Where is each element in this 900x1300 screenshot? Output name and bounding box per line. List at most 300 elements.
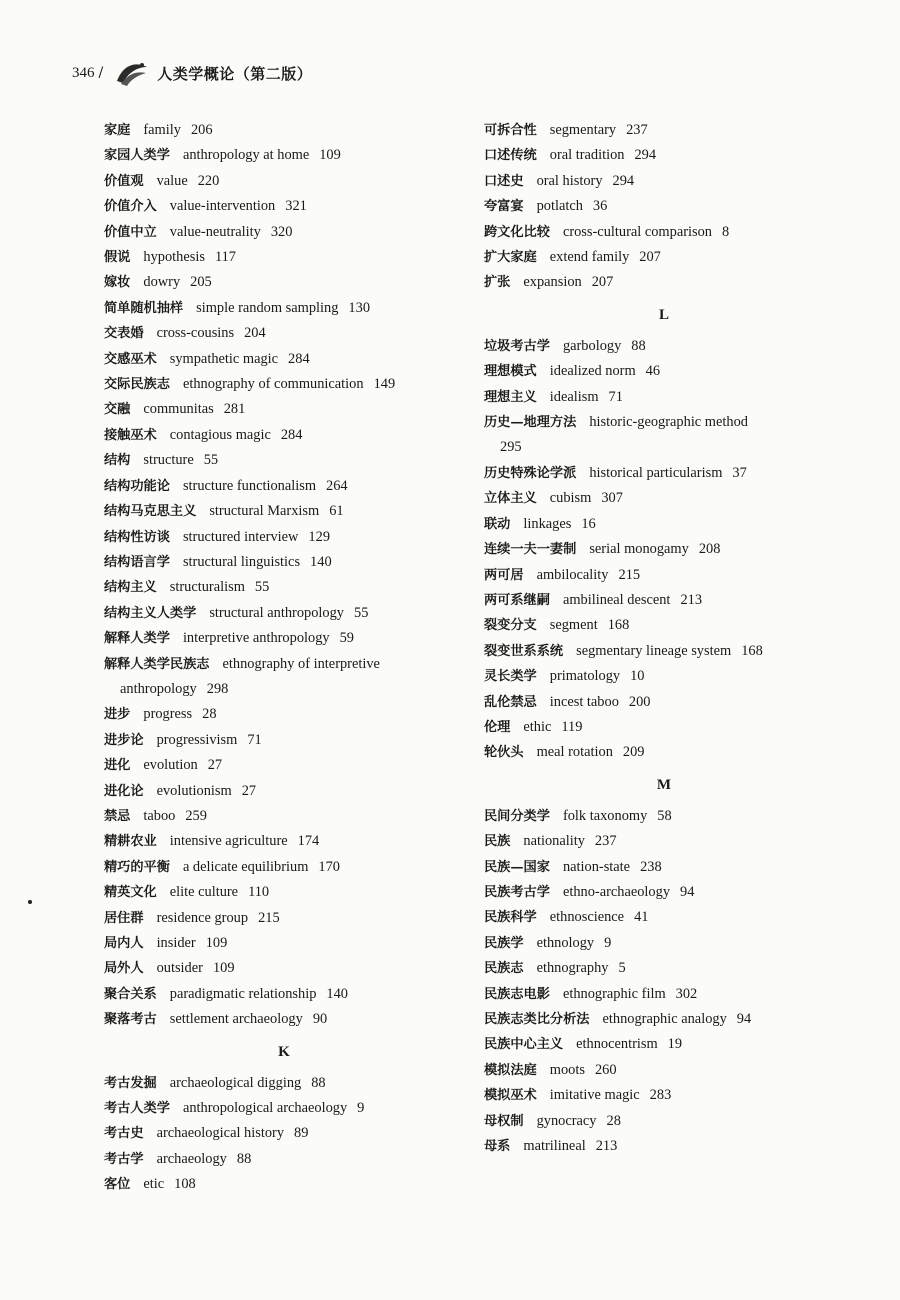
entry-english-term: primatology [549, 668, 621, 685]
index-entry [484, 143, 844, 168]
entry-chinese-term: 轮伙头 [484, 745, 524, 761]
index-entry [484, 537, 844, 562]
index-entry [104, 728, 464, 753]
entry-page-number: 129 [308, 528, 331, 545]
entry-english-term: structuralism [169, 579, 245, 596]
entry-english-term: segment [549, 617, 598, 634]
index-entry [484, 334, 844, 359]
index-entry [484, 194, 844, 219]
entry-chinese-term: 历史—地理方法 [484, 415, 577, 431]
entry-chinese-term: 夸富宴 [484, 199, 524, 215]
entry-english-term: folk taxonomy [562, 807, 648, 824]
entry-page-number: 213 [680, 591, 703, 608]
entry-english-term: linkages [523, 515, 572, 532]
index-entry [484, 220, 844, 245]
entry-chinese-term: 伦理 [484, 719, 511, 735]
entry-page-number: 90 [312, 1011, 328, 1028]
index-entry [104, 525, 464, 550]
entry-chinese-term: 民族志电影 [484, 986, 550, 1002]
index-entry [484, 270, 844, 295]
entry-english-term: archaeological digging [169, 1074, 302, 1091]
index-entry [484, 512, 844, 537]
index-entry [484, 1134, 844, 1159]
entry-chinese-term: 民族志 [484, 961, 524, 977]
index-entry [484, 486, 844, 511]
index-entry [484, 639, 844, 664]
entry-english-term: value [156, 172, 188, 189]
index-column-left [104, 118, 464, 1198]
entry-english-term: oral tradition [549, 147, 625, 164]
entry-english-term: extend family [549, 249, 630, 266]
index-entry [104, 855, 464, 880]
entry-page-number: 213 [595, 1138, 618, 1155]
index-entry [104, 499, 464, 524]
entry-chinese-term: 精耕农业 [104, 834, 157, 850]
entry-chinese-term: 口述史 [484, 173, 524, 189]
entry-english-term: sympathetic magic [169, 350, 279, 367]
entry-chinese-term: 家庭 [104, 123, 131, 138]
entry-chinese-term: 价值介入 [104, 199, 157, 215]
entry-page-number: 61 [329, 503, 344, 520]
entry-page-number: 208 [698, 541, 721, 558]
entry-english-term: meal rotation [536, 744, 613, 761]
entry-chinese-term: 两可居 [484, 567, 524, 583]
page-header [72, 58, 312, 88]
index-entry [484, 905, 844, 930]
index-entry [484, 931, 844, 956]
book-title: 人类学概论（第二版） [157, 64, 313, 83]
index-column-right [484, 118, 844, 1159]
entry-page-number: 207 [639, 249, 661, 266]
entry-chinese-term: 结构马克思主义 [104, 504, 197, 520]
entry-page-number: 207 [591, 274, 614, 291]
index-entry [104, 423, 464, 448]
entry-page-number: 284 [280, 426, 303, 443]
entry-chinese-term: 解释人类学民族志 [104, 656, 210, 672]
entry-english-term: imitative magic [549, 1087, 640, 1104]
entry-chinese-term: 客位 [104, 1177, 131, 1193]
entry-english-term: idealism [549, 388, 599, 405]
entry-english-term: archaeology [156, 1150, 227, 1167]
entry-page-number: 27 [241, 782, 257, 799]
entry-page-number: 55 [354, 604, 369, 621]
entry-chinese-term: 价值观 [104, 173, 144, 189]
entry-page-number: 9 [357, 1100, 365, 1117]
entry-page-number: 10 [630, 668, 645, 685]
entry-chinese-term: 模拟法庭 [484, 1062, 537, 1078]
entry-page-number: 149 [373, 376, 396, 393]
publisher-logo-icon [115, 59, 149, 87]
entry-chinese-term: 立体主义 [484, 491, 537, 507]
index-entry [104, 321, 464, 346]
entry-english-term: nationality [523, 833, 585, 850]
entry-chinese-term: 裂变分支 [484, 618, 537, 634]
section-heading-m: M [656, 776, 672, 793]
entry-chinese-term: 母系 [484, 1139, 511, 1155]
entry-english-term: structure [143, 452, 194, 469]
entry-english-term: ethnographic analogy [602, 1011, 727, 1027]
index-entry [104, 474, 464, 499]
entry-chinese-term: 理想主义 [484, 389, 537, 405]
entry-chinese-term: 交际民族志 [104, 377, 170, 393]
entry-page-number: 295 [500, 439, 522, 456]
entry-english-term: interpretive anthropology [182, 630, 330, 647]
entry-page-number: 8 [722, 223, 730, 240]
entry-english-term: ethnography [536, 960, 609, 977]
entry-chinese-term: 进化 [104, 758, 131, 774]
entry-english-term: settlement archaeology [169, 1011, 303, 1028]
index-entry [104, 575, 464, 600]
entry-page-number: 307 [601, 490, 623, 507]
entry-english-term: family [143, 122, 181, 138]
entry-chinese-term: 精英文化 [104, 885, 157, 901]
index-entry [104, 753, 464, 778]
index-entry [484, 1007, 844, 1032]
entry-english-term: a delicate equilibrium [182, 858, 309, 875]
entry-page-number: 94 [736, 1011, 752, 1027]
index-entry [104, 448, 464, 473]
entry-english-term: ethic [523, 718, 552, 735]
entry-english-term: ethnography of communication [182, 376, 364, 393]
entry-page-number: 260 [594, 1061, 617, 1078]
entry-chinese-term: 进步 [104, 707, 131, 723]
index-entry [104, 956, 464, 981]
entry-chinese-term: 结构功能论 [104, 478, 170, 494]
entry-page-number: 281 [223, 401, 246, 418]
entry-english-term: gynocracy [536, 1112, 597, 1129]
entry-page-number: 28 [606, 1112, 621, 1129]
entry-english-term: ethno-archaeology [562, 883, 671, 900]
entry-chinese-term: 口述传统 [484, 148, 537, 164]
entry-chinese-term: 结构主义 [104, 580, 157, 596]
entry-chinese-term: 两可系继嗣 [484, 592, 550, 608]
entry-chinese-term: 母权制 [484, 1113, 524, 1129]
index-entry [104, 169, 464, 194]
entry-chinese-term: 扩大家庭 [484, 250, 537, 266]
entry-chinese-term: 聚合关系 [104, 986, 157, 1002]
entry-english-term: cross-cultural comparison [562, 223, 712, 240]
entry-english-term: ethnoscience [549, 909, 625, 926]
index-entry [104, 397, 464, 422]
section-heading-l: L [658, 306, 669, 323]
index-entry [484, 740, 844, 765]
index-entry [484, 563, 844, 588]
entry-english-term: hypothesis [143, 249, 205, 266]
entry-page-number: 28 [202, 706, 217, 723]
index-entry [104, 779, 464, 804]
entry-chinese-term: 连续一夫一妻制 [484, 542, 577, 558]
entry-page-number: 320 [270, 223, 293, 240]
entry-chinese-term: 乱伦禁忌 [484, 694, 537, 710]
index-entry [104, 652, 464, 703]
entry-page-number: 19 [667, 1036, 683, 1053]
entry-english-term: anthropology at home [182, 147, 310, 164]
entry-chinese-term: 历史特殊论学派 [484, 465, 577, 481]
entry-english-term: historic-geographic method [589, 414, 748, 431]
index-entry [484, 1058, 844, 1083]
index-entry [484, 613, 844, 638]
entry-chinese-term: 居住群 [104, 910, 144, 926]
index-entry [104, 1121, 464, 1146]
entry-chinese-term: 精巧的平衡 [104, 859, 170, 875]
entry-chinese-term: 联动 [484, 516, 511, 532]
entry-page-number: 94 [680, 883, 695, 900]
entry-english-term: potlatch [536, 198, 583, 215]
entry-chinese-term: 考古史 [104, 1126, 144, 1142]
entry-english-term: structural linguistics [182, 553, 301, 570]
entry-page-number: 37 [732, 464, 747, 481]
entry-chinese-term: 结构主义人类学 [104, 605, 197, 621]
index-entry [104, 804, 464, 829]
entry-chinese-term: 民族中心主义 [484, 1037, 564, 1053]
entry-english-term: simple random sampling [196, 299, 339, 316]
entry-english-term: contagious magic [169, 426, 271, 443]
entry-chinese-term: 民族考古学 [484, 884, 550, 900]
entry-chinese-term: 交表婚 [104, 326, 144, 342]
index-entry [104, 372, 464, 397]
index-entry [104, 270, 464, 295]
entry-chinese-term: 假说 [104, 250, 131, 266]
entry-english-term: serial monogamy [589, 541, 689, 558]
index-entry [104, 982, 464, 1007]
entry-chinese-term: 家园人类学 [104, 148, 170, 164]
index-entry [104, 296, 464, 321]
entry-page-number: 88 [631, 337, 646, 354]
entry-chinese-term: 民族学 [484, 935, 524, 951]
entry-page-number: 9 [604, 934, 612, 951]
entry-page-number: 237 [626, 122, 648, 138]
entry-page-number: 71 [608, 388, 623, 405]
entry-english-term: elite culture [169, 884, 239, 901]
entry-english-term: ambilocality [536, 566, 609, 583]
entry-page-number: 298 [206, 680, 229, 697]
index-entry [484, 359, 844, 384]
entry-chinese-term: 模拟巫术 [484, 1088, 537, 1104]
index-entry [484, 664, 844, 689]
scan-speck [28, 900, 32, 904]
entry-english-term: structural Marxism [209, 503, 320, 520]
index-entry [104, 1071, 464, 1096]
entry-page-number: 259 [185, 807, 207, 824]
index-entry [484, 118, 844, 143]
entry-continuation [484, 435, 844, 460]
entry-page-number: 215 [258, 909, 280, 926]
entry-chinese-term: 扩张 [484, 275, 511, 291]
entry-page-number: 46 [645, 363, 661, 380]
entry-english-term: value-intervention [169, 198, 276, 215]
entry-page-number: 117 [214, 249, 236, 266]
entry-english-term: structured interview [182, 528, 299, 545]
entry-english-term: segmentary [549, 122, 617, 138]
entry-page-number: 55 [203, 452, 219, 469]
entry-page-number: 215 [618, 566, 641, 583]
entry-chinese-term: 简单随机抽样 [104, 300, 184, 316]
entry-page-number: 209 [622, 744, 645, 761]
index-entry [104, 601, 464, 626]
index-entry [104, 143, 464, 168]
entry-english-term-continued: anthropology [120, 680, 197, 697]
entry-chinese-term: 考古学 [104, 1151, 144, 1167]
entry-chinese-term: 考古人类学 [104, 1101, 170, 1117]
index-entry [104, 220, 464, 245]
index-entry [104, 118, 464, 143]
index-entry [484, 956, 844, 981]
entry-chinese-term: 民族—国家 [484, 859, 550, 875]
entry-english-term: garbology [562, 337, 622, 354]
entry-page-number: 140 [326, 985, 348, 1002]
entry-page-number: 41 [634, 909, 649, 926]
index-entry [104, 1096, 464, 1121]
entry-page-number: 58 [657, 807, 672, 824]
entry-english-term: value-neutrality [169, 223, 261, 240]
entry-english-term: ambilineal descent [562, 591, 671, 608]
entry-chinese-term: 民族 [484, 834, 511, 850]
entry-page-number: 238 [640, 858, 662, 875]
entry-page-number: 170 [318, 858, 340, 875]
entry-english-term: oral history [536, 172, 603, 189]
entry-english-term: evolutionism [156, 782, 232, 799]
entry-page-number: 59 [339, 630, 354, 647]
entry-english-term: structural anthropology [209, 604, 344, 621]
index-entry [484, 385, 844, 410]
entry-english-term: anthropological archaeology [182, 1100, 348, 1117]
entry-chinese-term: 垃圾考古学 [484, 338, 550, 354]
entry-english-term: communitas [143, 401, 214, 418]
entry-english-term: cross-cousins [156, 325, 235, 342]
entry-page-number: 174 [297, 833, 320, 850]
index-entry [104, 702, 464, 727]
entry-english-term: taboo [143, 807, 176, 824]
entry-chinese-term: 结构 [104, 453, 131, 469]
entry-page-number: 321 [285, 198, 307, 215]
index-entry [484, 829, 844, 854]
entry-chinese-term: 接触巫术 [104, 427, 157, 443]
index-entry [484, 880, 844, 905]
entry-chinese-term: 民族志类比分析法 [484, 1012, 590, 1027]
index-entry [484, 690, 844, 715]
entry-english-term: nation-state [562, 858, 631, 875]
entry-english-term: ethnography of interpretive [222, 655, 380, 672]
entry-chinese-term: 嫁妆 [104, 275, 131, 291]
index-entry [104, 931, 464, 956]
entry-chinese-term: 解释人类学 [104, 631, 170, 647]
entry-chinese-term: 灵长类学 [484, 669, 537, 685]
entry-page-number: 5 [618, 960, 626, 977]
entry-page-number: 302 [675, 985, 698, 1002]
entry-page-number: 88 [236, 1150, 252, 1167]
index-entry [104, 880, 464, 905]
index-entry [484, 461, 844, 486]
entry-english-term: etic [143, 1176, 165, 1193]
entry-english-term: dowry [143, 274, 181, 291]
entry-english-term: structure functionalism [182, 477, 317, 494]
entry-page-number: 71 [247, 731, 262, 748]
entry-chinese-term: 结构语言学 [104, 554, 170, 570]
index-entry [104, 1147, 464, 1172]
index-entry [484, 588, 844, 613]
entry-english-term: segmentary lineage system [576, 642, 732, 659]
entry-page-number: 119 [561, 718, 583, 735]
index-entry [104, 626, 464, 651]
entry-chinese-term: 裂变世系系统 [484, 643, 564, 659]
entry-page-number: 205 [190, 274, 212, 291]
header-separator: / [98, 65, 104, 81]
index-entry [484, 1032, 844, 1057]
entry-english-term: incest taboo [549, 693, 619, 710]
entry-chinese-term: 禁忌 [104, 808, 131, 824]
entry-chinese-term: 民族科学 [484, 910, 537, 926]
entry-english-term: idealized norm [549, 363, 636, 380]
entry-english-term: evolution [143, 757, 198, 774]
index-entry [104, 245, 464, 270]
entry-page-number: 206 [190, 122, 213, 138]
index-entry [104, 1007, 464, 1032]
page-number: 346 [72, 64, 95, 81]
entry-chinese-term: 结构性访谈 [104, 529, 170, 545]
entry-page-number: 294 [634, 147, 657, 164]
index-entry [484, 804, 844, 829]
entry-page-number: 36 [592, 198, 608, 215]
entry-page-number: 204 [244, 325, 266, 342]
section-heading-k: K [278, 1043, 290, 1060]
entry-page-number: 16 [581, 515, 596, 532]
index-entry [484, 169, 844, 194]
index-entry [484, 1109, 844, 1134]
entry-chinese-term: 可拆合性 [484, 123, 537, 138]
index-entry [484, 1083, 844, 1108]
index-entry [104, 194, 464, 219]
index-entry [484, 715, 844, 740]
entry-chinese-term: 局内人 [104, 936, 144, 951]
entry-page-number: 168 [741, 642, 763, 659]
entry-page-number: 264 [326, 477, 348, 494]
entry-english-term: matrilineal [523, 1138, 586, 1155]
entry-chinese-term: 交感巫术 [104, 351, 157, 367]
entry-page-number: 88 [311, 1074, 326, 1091]
index-entry [104, 906, 464, 931]
entry-chinese-term: 理想模式 [484, 364, 537, 380]
entry-chinese-term: 局外人 [104, 961, 144, 977]
entry-page-number: 27 [207, 757, 223, 774]
entry-page-number: 283 [649, 1087, 672, 1104]
entry-english-term: residence group [156, 909, 249, 926]
entry-english-term: intensive agriculture [169, 833, 288, 850]
entry-chinese-term: 进化论 [104, 783, 144, 799]
entry-chinese-term: 聚落考古 [104, 1012, 157, 1028]
entry-page-number: 294 [612, 172, 635, 189]
entry-page-number: 109 [212, 960, 235, 977]
entry-page-number: 284 [288, 350, 310, 367]
index-entry [484, 855, 844, 880]
entry-english-term: historical particularism [589, 464, 723, 481]
entry-page-number: 220 [197, 172, 220, 189]
entry-page-number: 168 [607, 617, 630, 634]
entry-chinese-term: 考古发掘 [104, 1075, 157, 1091]
entry-page-number: 110 [248, 884, 270, 901]
entry-continuation [104, 677, 464, 702]
entry-english-term: ethnographic film [562, 985, 666, 1002]
entry-chinese-term: 民间分类学 [484, 808, 550, 824]
index-entry [484, 982, 844, 1007]
entry-page-number: 237 [594, 833, 617, 850]
index-entry [104, 550, 464, 575]
entry-page-number: 55 [254, 579, 270, 596]
entry-page-number: 140 [310, 553, 332, 570]
index-entry [484, 410, 844, 461]
index-entry [104, 347, 464, 372]
entry-english-term: ethnocentrism [576, 1036, 658, 1053]
entry-english-term: cubism [549, 490, 592, 507]
